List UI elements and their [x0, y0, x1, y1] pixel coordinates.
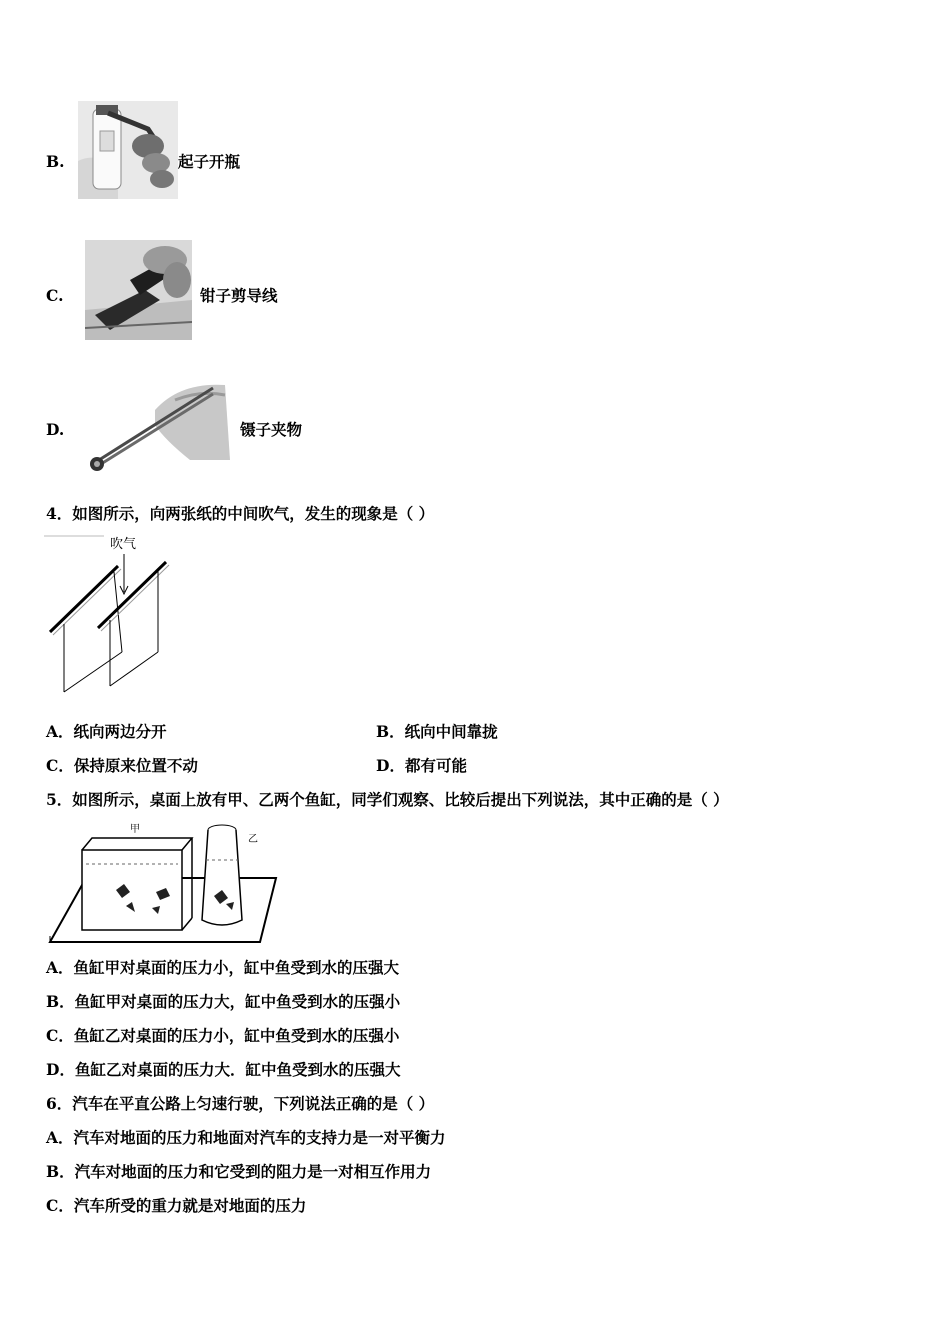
option-letter-c: C.: [46, 286, 64, 305]
q5-option-d: D．鱼缸乙对桌面的压力大．缸中鱼受到水的压强大: [46, 1060, 401, 1079]
option-letter-d: D.: [46, 420, 65, 439]
q6-option-b: B．汽车对地面的压力和它受到的阻力是一对相互作用力: [46, 1162, 432, 1181]
tweezers-illustration: [85, 380, 230, 475]
option-letter-b: B.: [46, 152, 65, 171]
bottle-opener-illustration: [78, 101, 178, 199]
option-caption-c: 钳子剪导线: [200, 286, 278, 305]
paper-blow-figure: [44, 532, 174, 697]
tweezers-photo: [85, 380, 230, 475]
pliers-illustration: [85, 240, 192, 340]
option-caption-b: 起子开瓶: [178, 152, 241, 171]
two-papers-diagram: [44, 532, 174, 697]
tank-jia-label: 甲: [130, 824, 140, 835]
fish-tank-figure: [46, 820, 281, 946]
q4-option-c: C．保持原来位置不动: [46, 756, 198, 775]
q6-option-a: A．汽车对地面的压力和地面对汽车的支持力是一对平衡力: [46, 1128, 446, 1147]
fish-tanks-diagram: [46, 820, 281, 946]
option-caption-d: 镊子夹物: [240, 420, 303, 439]
question-6-stem: 6．汽车在平直公路上匀速行驶，下列说法正确的是（ ）: [46, 1094, 435, 1113]
q6-option-c: C．汽车所受的重力就是对地面的压力: [46, 1196, 307, 1215]
blow-label: 吹气: [110, 537, 137, 552]
q4-option-d: D．都有可能: [376, 756, 467, 775]
pliers-photo: [85, 240, 192, 340]
q4-option-b: B．纸向中间靠拢: [376, 722, 498, 741]
question-5-stem: 5．如图所示，桌面上放有甲、乙两个鱼缸，同学们观察、比较后提出下列说法，其中正确的是（ ）: [46, 790, 729, 809]
question-4-stem: 4．如图所示，向两张纸的中间吹气，发生的现象是（ ）: [46, 504, 435, 523]
q4-option-a: A．纸向两边分开: [46, 722, 167, 741]
q5-option-a: A．鱼缸甲对桌面的压力小，缸中鱼受到水的压强大: [46, 958, 400, 977]
q5-option-c: C．鱼缸乙对桌面的压力小，缸中鱼受到水的压强小: [46, 1026, 400, 1045]
q5-option-b: B．鱼缸甲对桌面的压力大，缸中鱼受到水的压强小: [46, 992, 401, 1011]
tank-yi-label: 乙: [248, 834, 258, 845]
bottle-opener-photo: [78, 101, 178, 199]
